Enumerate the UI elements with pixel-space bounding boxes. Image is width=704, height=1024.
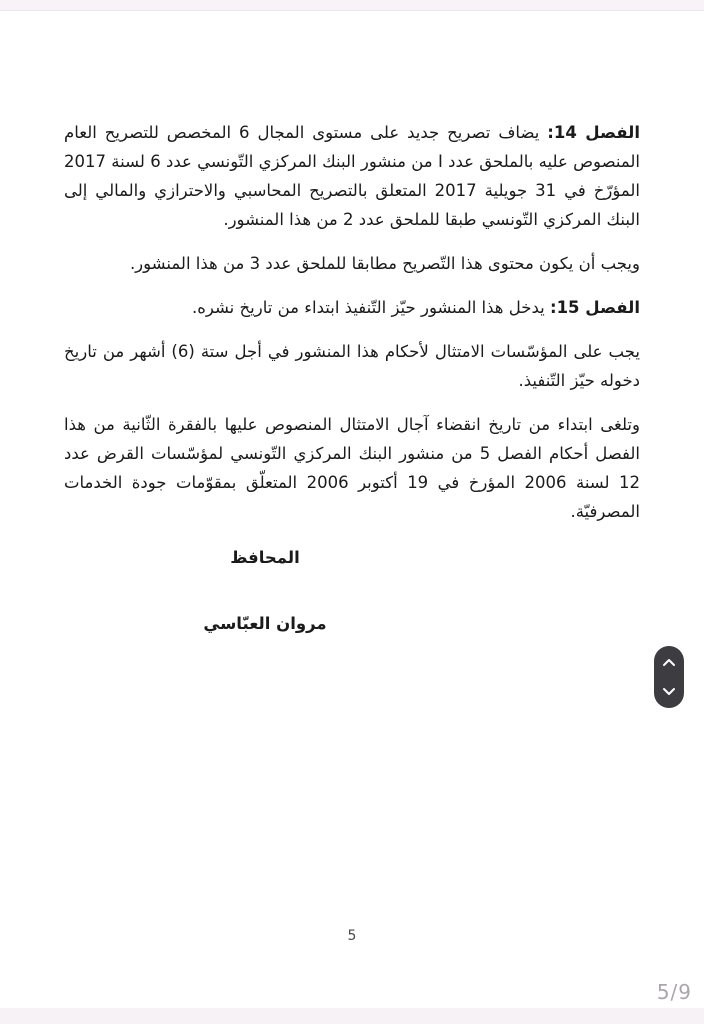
document-paragraph — [64, 249, 640, 278]
top-edge-band — [0, 0, 704, 11]
document-paragraph — [64, 337, 640, 395]
signature-name: مروان العبّاسي — [203, 614, 327, 633]
document-paragraph — [64, 118, 640, 234]
document-page — [64, 118, 640, 541]
scroll-down-button[interactable] — [654, 679, 684, 703]
bottom-edge-band — [0, 1008, 704, 1024]
page-number: 5 — [347, 928, 357, 944]
paragraph-text: يجب على المؤسّسات الامتثال لأحكام هذا المنشور في أجل ستة (6) أشهر من تاريخ دخوله حيّز التّنفيذ. — [64, 342, 640, 390]
chevron-down-icon — [662, 687, 676, 696]
scroll-control[interactable] — [654, 646, 684, 708]
scroll-up-button[interactable] — [654, 651, 684, 675]
page-indicator: 5/9 — [656, 980, 692, 1004]
document-paragraph — [64, 293, 640, 322]
paragraph-text: يضاف تصريح جديد على مستوى المجال 6 المخصص للتصريح العام المنصوص عليه بالملحق عدد I من منشور البنك المركزي التّونسي عدد 6 لسنة 2017 المؤرّخ في 31 جويلية 2017 المتعلق بالتصريح المحاسبي والاحترازي والمالي إلى البنك المركزي التّونسي طبقا للملحق عدد 2 من هذا المنشور. — [64, 123, 641, 229]
document-paragraph — [64, 410, 640, 526]
paragraph-text: يدخل هذا المنشور حيّز التّنفيذ ابتداء من تاريخ نشره. — [191, 298, 545, 317]
paragraph-text: وتلغى ابتداء من تاريخ انقضاء آجال الامتثال المنصوص عليها بالفقرة الثّانية من هذا الفصل أحكام الفصل 5 من منشور البنك المركزي التّونسي لمؤسّسات القرض عدد 12 لسنة 2006 المؤرخ في 19 أكتوبر 2006 المتعلّق بمقوّمات جودة الخدمات المصرفيّة. — [64, 415, 641, 521]
article-14-heading: الفصل 14: — [547, 123, 641, 142]
chevron-up-icon — [662, 658, 676, 667]
signature-title: المحافظ — [230, 548, 300, 567]
article-15-heading: الفصل 15: — [549, 298, 640, 317]
paragraph-text: ويجب أن يكون محتوى هذا التّصريح مطابقا للملحق عدد 3 من هذا المنشور. — [129, 254, 640, 273]
signature-block — [160, 548, 370, 633]
